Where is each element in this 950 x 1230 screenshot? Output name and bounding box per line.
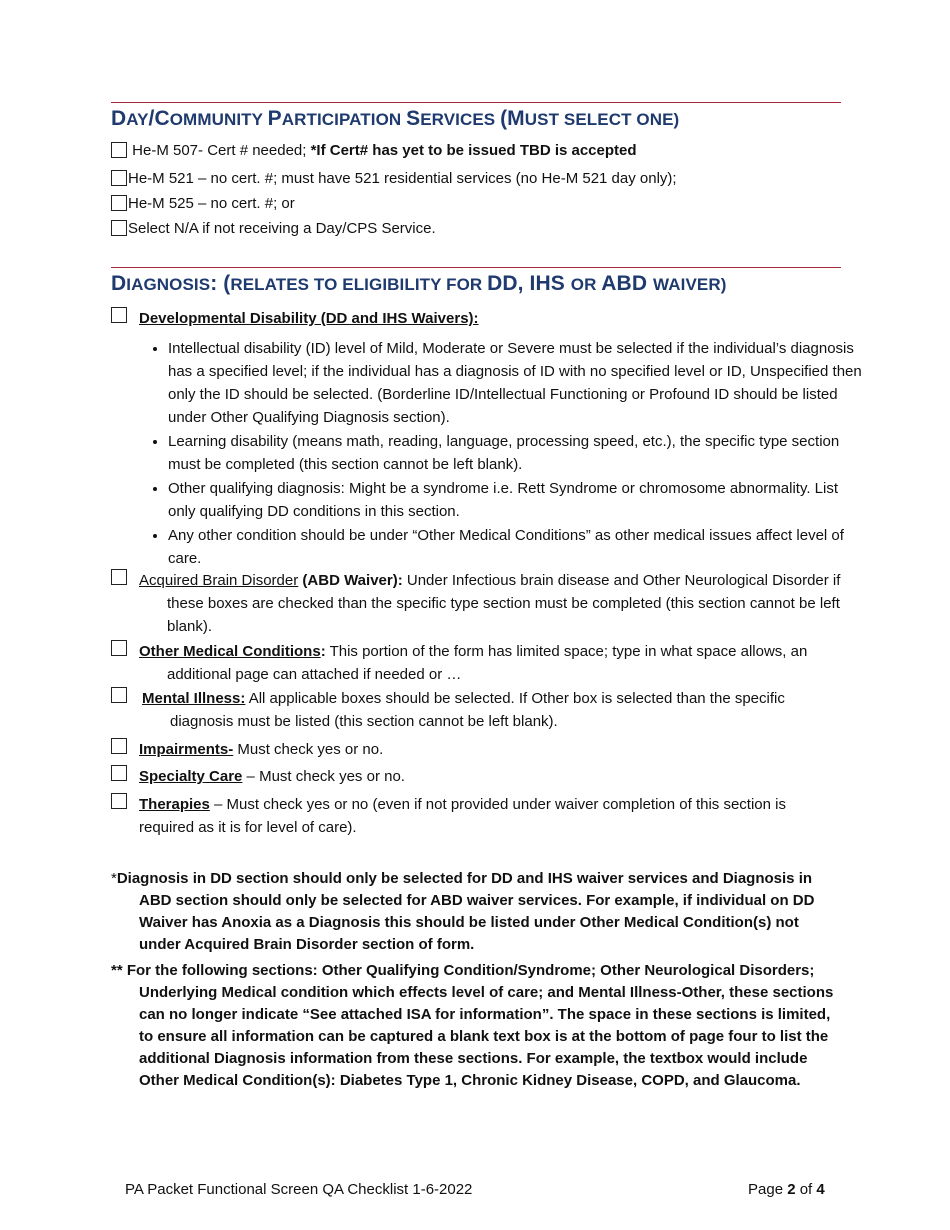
section-header-day-services <box>111 102 841 131</box>
dd-label: Developmental Disability (DD and IHS Waivers): <box>139 310 479 327</box>
checkbox-therapies[interactable] <box>111 793 127 809</box>
list-item: • Other qualifying diagnosis: Might be a syndrome i.e. Rett Syndrome or chromosome abnormality. List only qualifying DD conditions in this section. <box>168 477 868 523</box>
dd-bullet-list <box>145 337 868 571</box>
note-sections: ** For the following sections: Other Qualifying Condition/Syndrome; Other Neurological Disorders; Underlying Medical condition which effects level of care; and Mental Illness-Other, these sections can no longer indicate “See attached ISA for information”. The space in these sections is limited, to ensure all information can be captured a blank text box is at the bottom of page four to list the additional Diagnosis information from these sections. For example, the textbox would include Other Medical Condition(s): Diabetes Type 1, Chronic Kidney Disease, COPD, and Glaucoma. <box>111 962 834 1089</box>
dx-impairments: Impairments- Must check yes or no. <box>111 738 841 761</box>
checkbox-na[interactable] <box>111 220 127 236</box>
note-dd-abd: *Diagnosis in DD section should only be selected for DD and IHS waiver services and Diagnosis in ABD section should only be selected for ABD waiver services. For example, if individual on DD Waiver has Anoxia as a Diagnosis this should be listed under Other Medical Condition(s) not under Acquired Brain Disorder section of form. <box>111 870 815 953</box>
dx-therapies: Therapies – Must check yes or no (even if not provided under waiver completion of this section is required as it is for level of care). <box>111 793 841 839</box>
checkbox-he-m-521[interactable] <box>111 170 127 186</box>
section-title-day-services: DAY/COMMUNITY PARTICIPATION SERVICES (MUST SELECT ONE) <box>111 107 680 130</box>
option-he-m-521: He-M 521 – no cert. #; must have 521 residential services (no He-M 521 day only); <box>111 168 677 190</box>
list-item: • Intellectual disability (ID) level of Mild, Moderate or Severe must be selected if the individual’s diagnosis has a specified level; if the individual has a diagnosis of ID with no specified level or ID, Unspecified then only the ID should be selected. (Borderline ID/Intellectual Functioning or Profound ID should be listed under Other Qualifying Diagnosis section). <box>168 337 868 429</box>
checkbox-he-m-507[interactable] <box>111 142 127 158</box>
dx-developmental-disability <box>111 307 841 330</box>
checkbox-specialty-care[interactable] <box>111 765 127 781</box>
option-he-m-525: He-M 525 – no cert. #; or <box>111 193 295 215</box>
checkbox-impairments[interactable] <box>111 738 127 754</box>
dx-specialty-care: Specialty Care – Must check yes or no. <box>111 765 841 788</box>
checkbox-developmental-disability[interactable] <box>111 307 127 323</box>
list-item: • Any other condition should be under “Other Medical Conditions” as other medical issues affect level of care. <box>168 524 868 570</box>
option-na: Select N/A if not receiving a Day/CPS Service. <box>111 218 436 240</box>
page-number: Page 2 of 4 <box>748 1181 825 1198</box>
option-he-m-507: He-M 507- Cert # needed; *If Cert# has yet to be issued TBD is accepted <box>111 140 637 162</box>
dx-other-medical-conditions: Other Medical Conditions: This portion of the form has limited space; type in what space allows, an additional page can attached if needed or … <box>111 640 841 686</box>
checkbox-acquired-brain-disorder[interactable] <box>111 569 127 585</box>
section-header-diagnosis <box>111 267 841 296</box>
dx-mental-illness: Mental Illness: All applicable boxes should be selected. If Other box is selected than the specific diagnosis must be listed (this section cannot be left blank). <box>111 687 841 733</box>
section-title-diagnosis: DIAGNOSIS: (RELATES TO ELIGIBILITY FOR DD, IHS OR ABD WAIVER) <box>111 272 727 295</box>
checkbox-other-medical-conditions[interactable] <box>111 640 127 656</box>
dx-acquired-brain-disorder: Acquired Brain Disorder (ABD Waiver): Under Infectious brain disease and Other Neurological Disorder if these boxes are checked than the specific type section must be completed (this section cannot be left blank). <box>111 569 841 638</box>
checkbox-he-m-525[interactable] <box>111 195 127 211</box>
list-item: • Learning disability (means math, reading, language, processing speed, etc.), the specific type section must be completed (this section cannot be left blank). <box>168 430 868 476</box>
checkbox-mental-illness[interactable] <box>111 687 127 703</box>
footer-title: PA Packet Functional Screen QA Checklist 1-6-2022 <box>125 1181 473 1198</box>
